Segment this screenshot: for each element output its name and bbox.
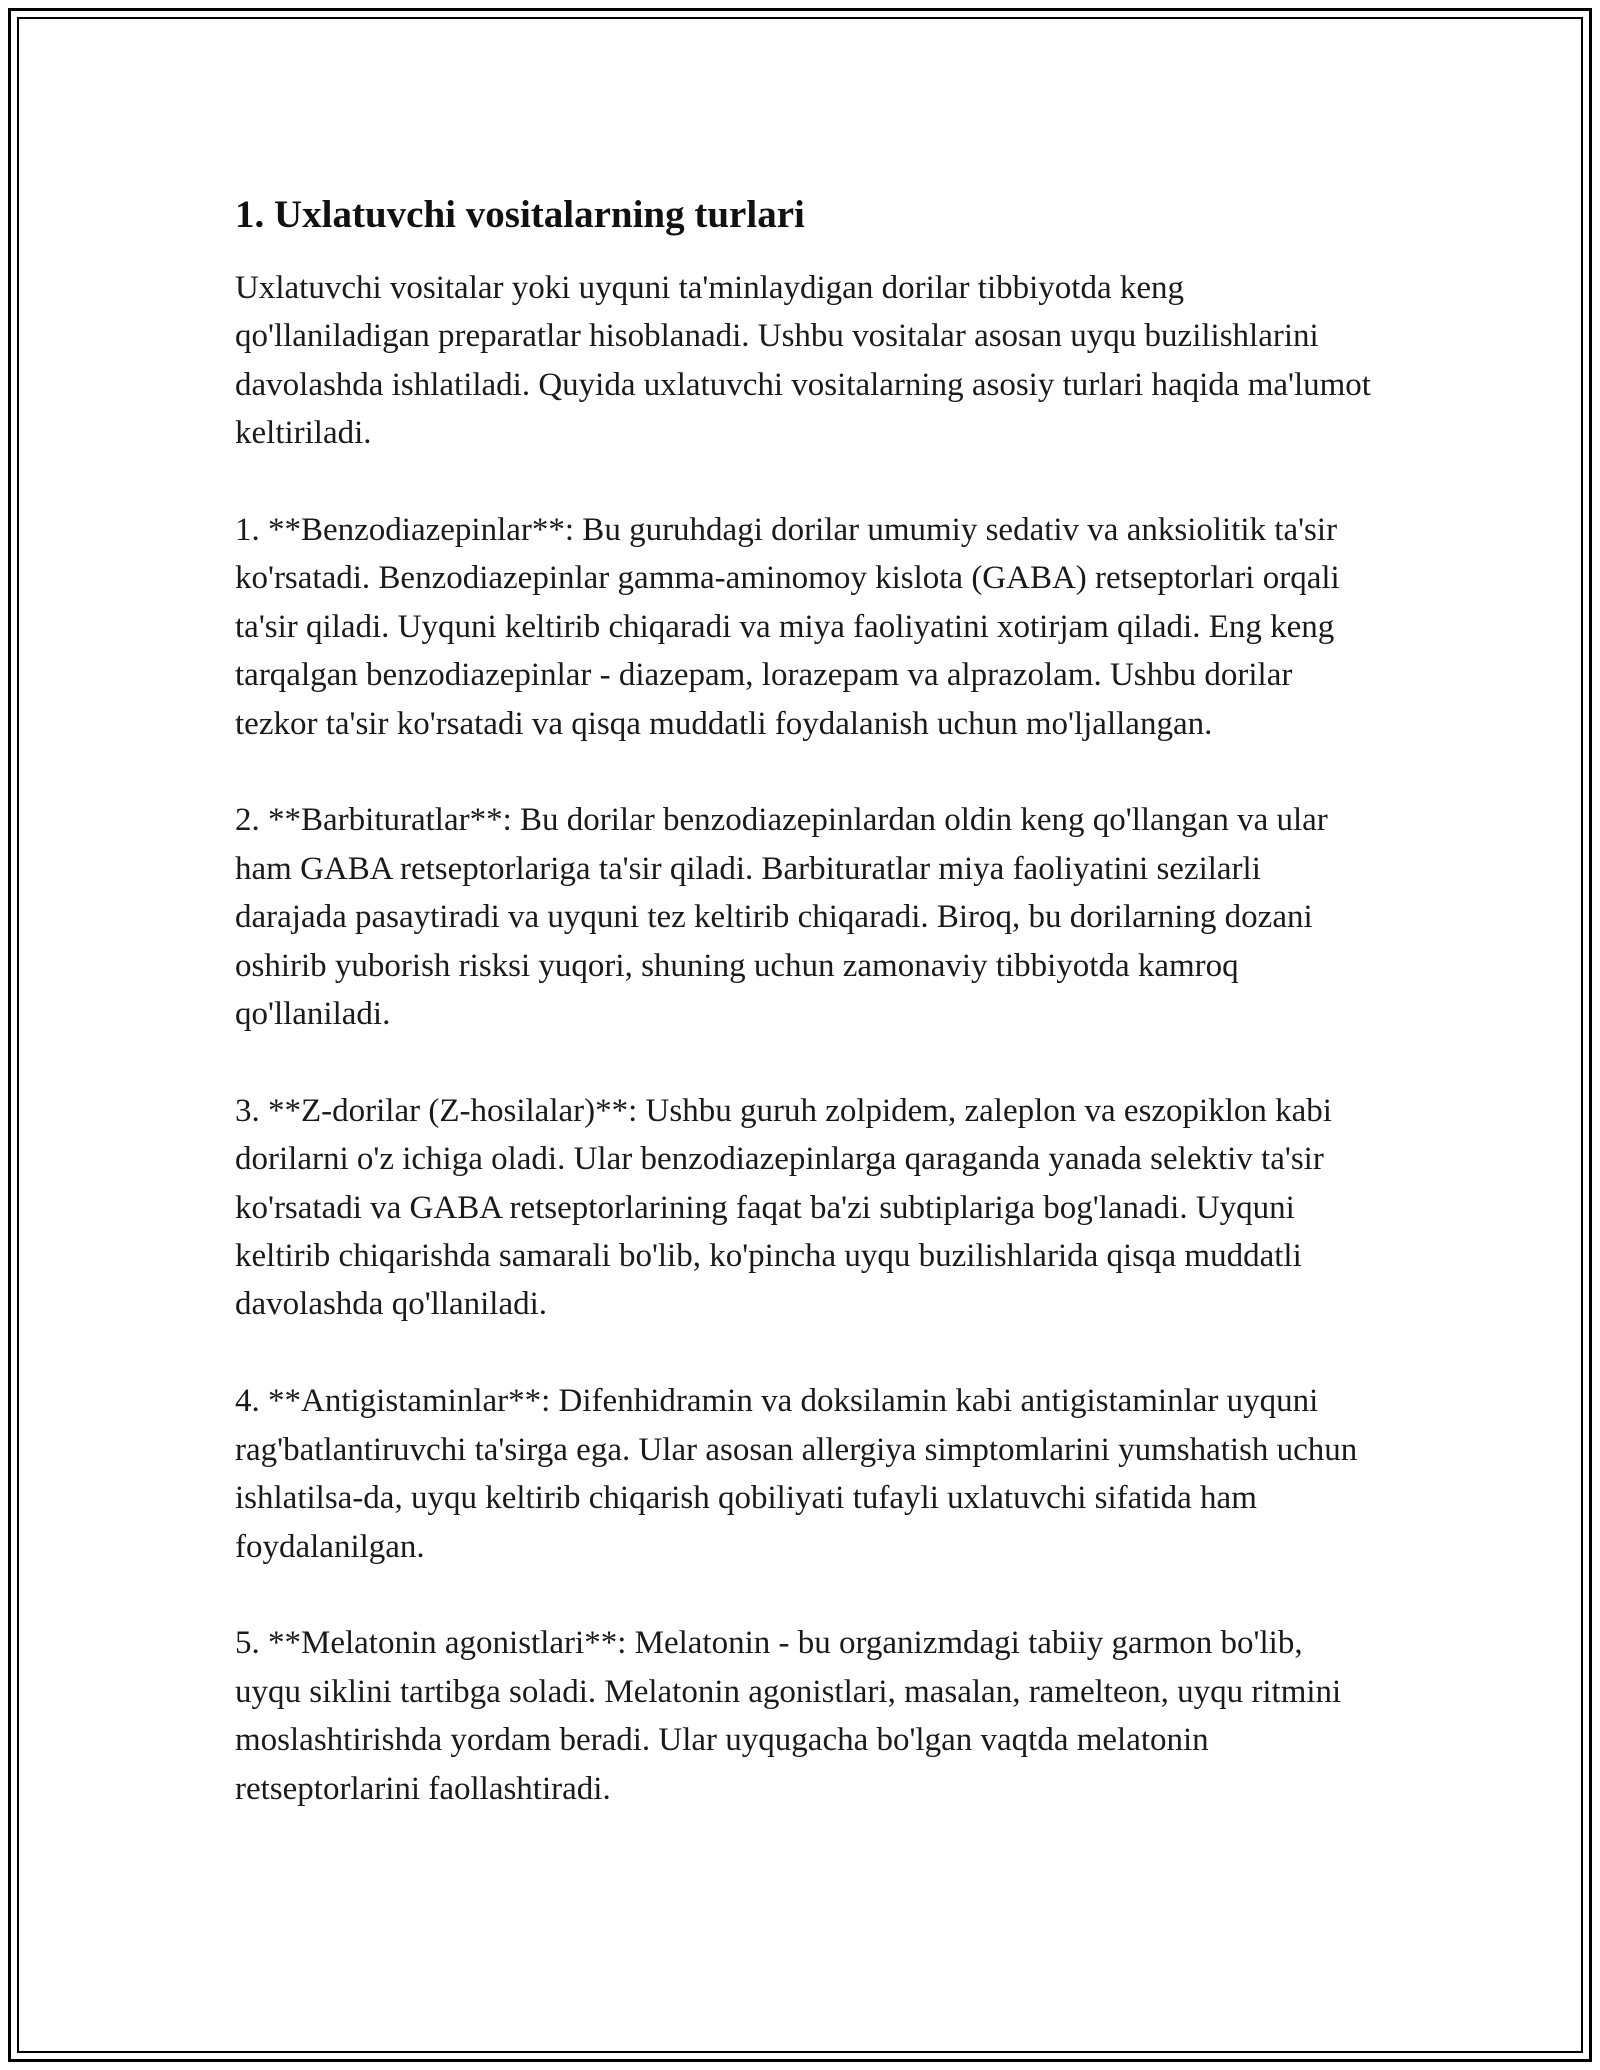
- paragraph-z-drugs: 3. **Z-dorilar (Z-hosilalar)**: Ushbu guruh zolpidem, zaleplon va eszopiklon kabi dorilarni o'z ichiga oladi. Ular benzodiazepinlarga qaraganda yanada selektiv ta'sir ko'rsatadi va GABA retseptorlarining faqat ba'zi subtiplariga bog'lanadi. Uyquni keltirib chiqarishda samarali bo'lib, ko'pincha uyqu buzilishlarida qisqa muddatli davolashda qo'llaniladi.: [235, 1092, 1332, 1323]
- paragraph-antihistamines: 4. **Antigistaminlar**: Difenhidramin va doksilamin kabi antigistaminlar uyquni rag'batlantiruvchi ta'sirga ega. Ular asosan allergiya simptomlarini yumshatish uchun ishlatilsa-da, uyqu keltirib chiqarish qobiliyati tufayli uxlatuvchi sifatida ham foydalanilgan.: [235, 1383, 1358, 1565]
- paragraph-melatonin-agonists: 5. **Melatonin agonistlari**: Melatonin - bu organizmdagi tabiiy garmon bo'lib, uyqu siklini tartibga soladi. Melatonin agonistlari, masalan, ramelteon, uyqu ritmini moslashtirishda yordam beradi. Ular uyqugacha bo'lgan vaqtda melatonin retseptorlarini faollashtiradi.: [235, 1625, 1342, 1807]
- intro-paragraph: Uxlatuvchi vositalar yoki uyquni ta'minlaydigan dorilar tibbiyotda keng qo'llaniladigan preparatlar hisoblanadi. Ushbu vositalar asosan uyqu buzilishlarini davolashda ishlatiladi. Quyida uxlatuvchi vositalarning asosiy turlari haqida ma'lumot keltiriladi.: [235, 270, 1371, 452]
- document-body: [235, 188, 1375, 1813]
- paragraph-benzodiazepines: 1. **Benzodiazepinlar**: Bu guruhdagi dorilar umumiy sedativ va anksiolitik ta'sir ko'rsatadi. Benzodiazepinlar gamma-aminomoy kislota (GABA) retseptorlari orqali ta'sir qiladi. Uyquni keltirib chiqaradi va miya faoliyatini xotirjam qiladi. Eng keng tarqalgan benzodiazepinlar - diazepam, lorazepam va alprazolam. Ushbu dorilar tezkor ta'sir ko'rsatadi va qisqa muddatli foydalanish uchun mo'ljallangan.: [235, 512, 1340, 742]
- paragraph-barbiturates: 2. **Barbituratlar**: Bu dorilar benzodiazepinlardan oldin keng qo'llangan va ular ham GABA retseptorlariga ta'sir qiladi. Barbituratlar miya faoliyatini sezilarli darajada pasaytiradi va uyquni tez keltirib chiqaradi. Biroq, bu dorilarning dozani oshirib yuborish risksi yuqori, shuning uchun zamonaviy tibbiyotda kamroq qo'llaniladi.: [235, 802, 1328, 1033]
- document-title: 1. Uxlatuvchi vositalarning turlari: [235, 193, 805, 236]
